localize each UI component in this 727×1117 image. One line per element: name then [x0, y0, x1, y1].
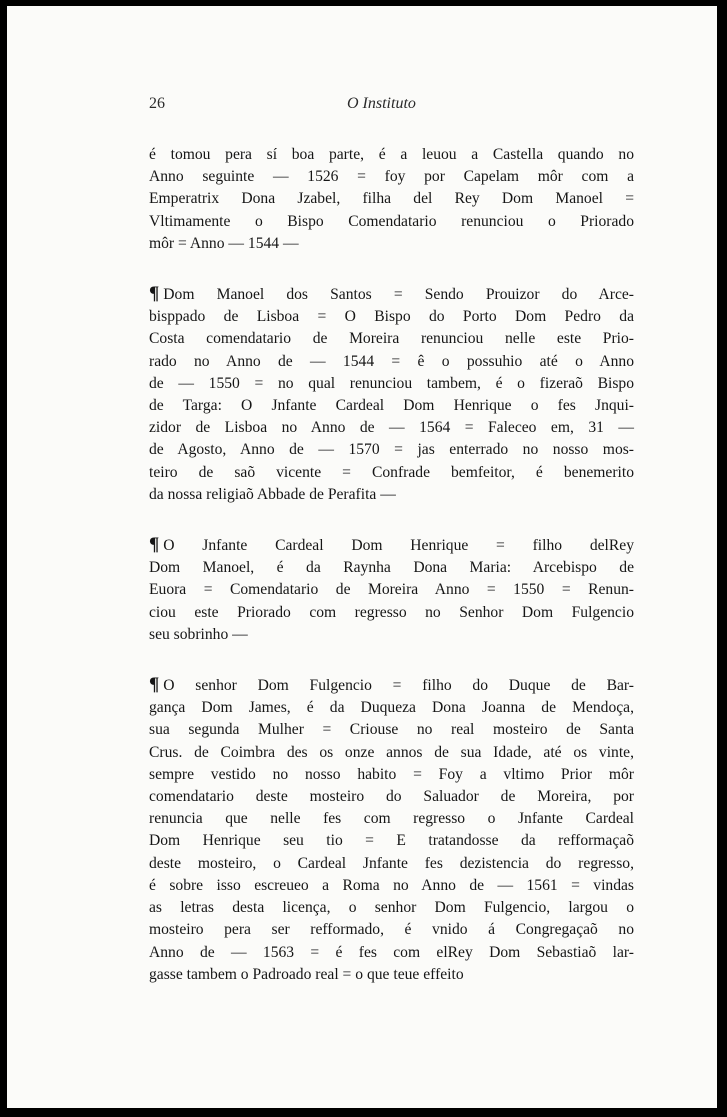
- paragraph: [149, 144, 634, 255]
- paragraph-mark-icon: ¶: [149, 283, 160, 305]
- text-line: [149, 351, 634, 373]
- text-line: [149, 875, 634, 897]
- text-line: [149, 942, 634, 964]
- line-text: renuncia que nelle fes com regresso o Jnfante Cardeal: [149, 810, 634, 828]
- line-text: comendatario deste mosteiro do Saluador de Moreira, por: [149, 788, 634, 806]
- text-line: [149, 328, 634, 350]
- page-number: 26: [149, 95, 165, 112]
- text-line: [149, 417, 634, 439]
- text-line: [149, 579, 634, 601]
- text-line: [149, 373, 634, 395]
- line-text: Anno de — 1563 = é fes com elRey Dom Sebastiaõ lar-: [149, 943, 634, 961]
- line-text: Costa comendatario de Moreira renunciou nelle este Prio-: [149, 330, 634, 348]
- text-line: [149, 283, 634, 306]
- text-line: [149, 624, 634, 646]
- text-line: [149, 462, 634, 484]
- line-text: sua segunda Mulher = Criouse no real mosteiro de Santa: [149, 721, 634, 739]
- text-line: [149, 233, 634, 255]
- line-text: bisppado de Lisboa = O Bispo do Porto Dom Pedro da: [149, 308, 634, 326]
- text-line: [149, 742, 634, 764]
- line-text: O senhor Dom Fulgencio = filho do Duque de Bar-: [163, 677, 634, 695]
- text-line: [149, 188, 634, 210]
- line-text: gasse tambem o Padroado real = o que teue effeito: [149, 965, 464, 983]
- line-text: Dom Henrique seu tio = E tratandosse da refformaçaõ: [149, 832, 634, 850]
- line-text: de Targa: O Jnfante Cardeal Dom Henrique o fes Jnqui-: [149, 397, 634, 415]
- line-text: as letras desta licença, o senhor Dom Fulgencio, largou o: [149, 899, 634, 917]
- text-body: [149, 144, 634, 1014]
- text-line: [149, 534, 634, 557]
- running-title: O Instituto: [347, 95, 416, 112]
- text-line: [149, 166, 634, 188]
- line-text: rado no Anno de — 1544 = ê o possuhio até o Anno: [149, 352, 634, 370]
- text-line: [149, 697, 634, 719]
- text-line: [149, 211, 634, 233]
- text-line: [149, 719, 634, 741]
- line-text: é tomou pera sí boa parte, é a leuou a Castella quando no: [149, 146, 634, 163]
- line-text: Dom Manoel, é da Raynha Dona Maria: Arcebispo de: [149, 559, 634, 577]
- paragraph: [149, 534, 634, 646]
- text-line: [149, 306, 634, 328]
- line-text: gança Dom James, é da Duqueza Dona Joanna de Mendoça,: [149, 699, 634, 717]
- line-text: seu sobrinho —: [149, 625, 248, 643]
- text-line: [149, 674, 634, 697]
- line-text: Vltimamente o Bispo Comendatario renunciou o Priorado: [149, 212, 634, 230]
- line-text: Euora = Comendatario de Moreira Anno = 1550 = Renun-: [149, 581, 634, 599]
- line-text: Anno seguinte — 1526 = foy por Capelam môr com a: [149, 168, 634, 186]
- text-line: [149, 853, 634, 875]
- text-line: [149, 439, 634, 461]
- text-line: [149, 897, 634, 919]
- text-line: [149, 964, 634, 986]
- text-line: [149, 602, 634, 624]
- line-text: môr = Anno — 1544 —: [149, 234, 299, 252]
- text-line: [149, 764, 634, 786]
- line-text: Crus. de Coimbra des os onze annos de sua Idade, até os vinte,: [149, 743, 634, 761]
- paragraph-mark-icon: ¶: [149, 674, 160, 696]
- paragraph: [149, 283, 634, 506]
- line-text: da nossa religiaõ Abbade de Perafita —: [149, 485, 396, 503]
- text-line: [149, 919, 634, 941]
- line-text: mosteiro pera ser refformado, é vnido á Congregaçaõ no: [149, 921, 634, 939]
- paragraph: [149, 674, 634, 986]
- text-line: [149, 786, 634, 808]
- line-text: O Jnfante Cardeal Dom Henrique = filho delRey: [163, 537, 634, 555]
- line-text: de Agosto, Anno de — 1570 = jas enterrado no nosso mos-: [149, 441, 634, 459]
- line-text: é sobre isso escreueo a Roma no Anno de — 1561 = vindas: [149, 876, 634, 894]
- line-text: Dom Manoel dos Santos = Sendo Prouizor do Arce-: [163, 286, 634, 304]
- text-line: [149, 557, 634, 579]
- line-text: de — 1550 = no qual renunciou tambem, é o fizeraõ Bispo: [149, 374, 634, 392]
- line-text: ciou este Priorado com regresso no Senhor Dom Fulgencio: [149, 603, 634, 621]
- book-page: [7, 6, 717, 1108]
- line-text: zidor de Lisboa no Anno de — 1564 = Faleceo em, 31 —: [149, 419, 634, 437]
- text-line: [149, 484, 634, 506]
- line-text: sempre vestido no nosso habito = Foy a vltimo Prior môr: [149, 765, 634, 783]
- paragraph-mark-icon: ¶: [149, 534, 160, 556]
- text-line: [149, 395, 634, 417]
- text-line: [149, 808, 634, 830]
- text-line: [149, 144, 634, 166]
- line-text: teiro de saõ vicente = Confrade bemfeitor, é benemerito: [149, 463, 634, 481]
- page-header: [149, 95, 634, 119]
- line-text: deste mosteiro, o Cardeal Jnfante fes dezistencia do regresso,: [149, 854, 634, 872]
- line-text: Emperatrix Dona Jzabel, filha del Rey Dom Manoel =: [149, 190, 634, 208]
- text-line: [149, 830, 634, 852]
